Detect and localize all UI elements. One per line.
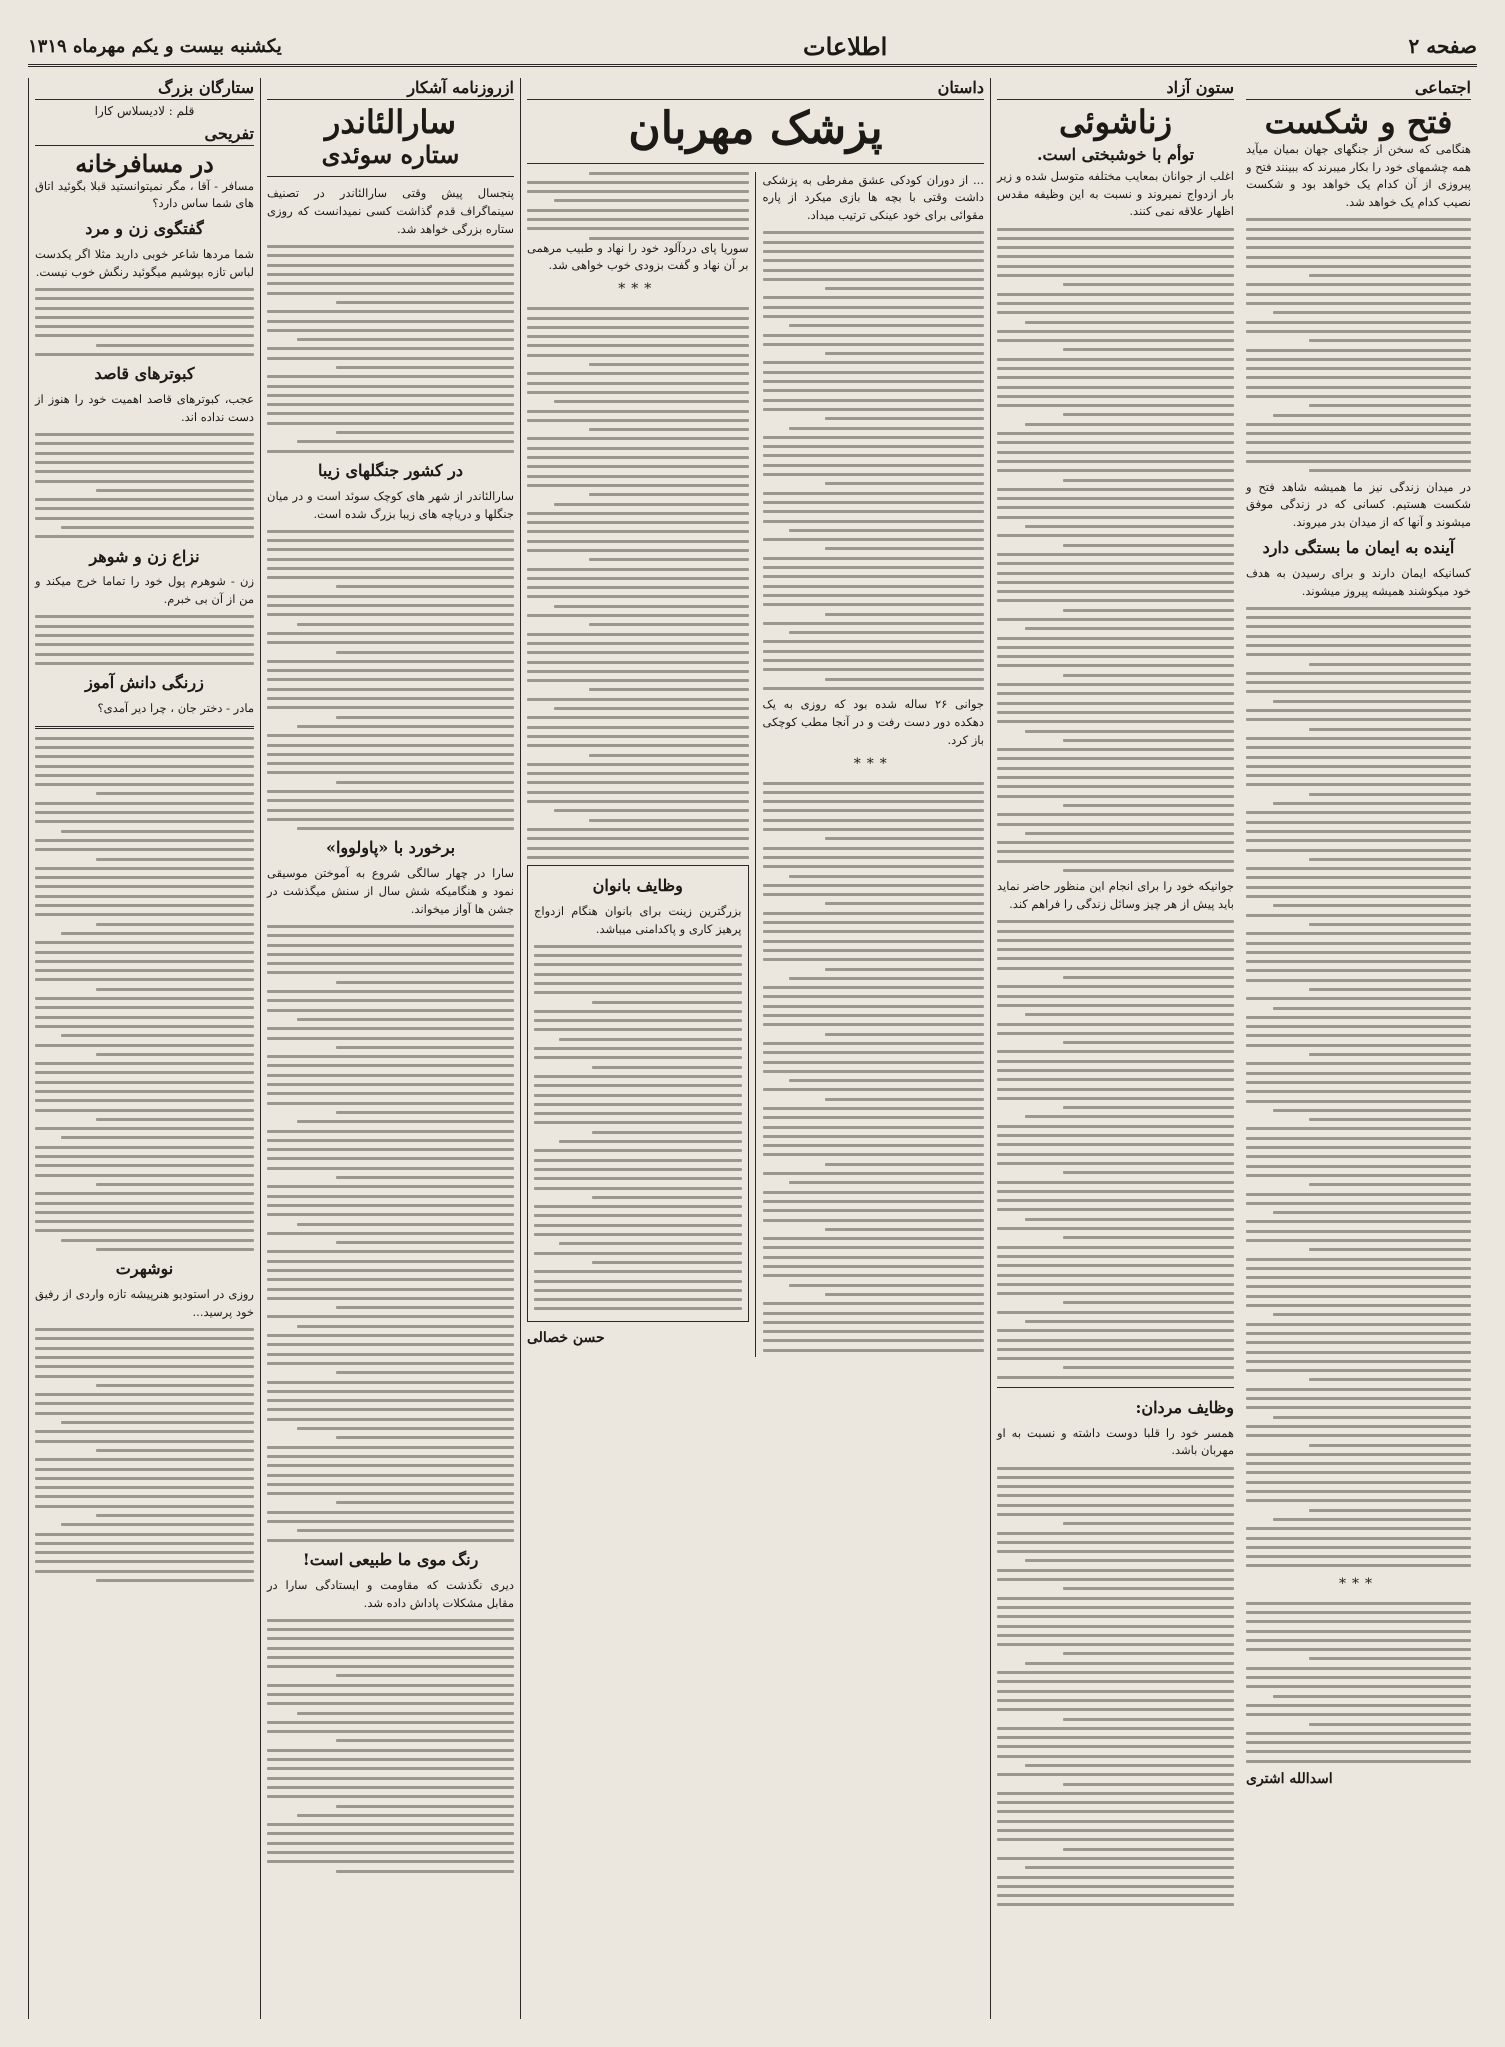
article-paragraph: در میدان زندگی نیز ما همیشه شاهد فتح و شکست هستیم. کسانی که در زندگی موفق میشوند و آنها که از میدان بدر میروند. — [1246, 479, 1471, 530]
article-lead: ... از دوران کودکی عشق مفرطی به پزشکی داشت وقتی با بچه ها بازی میکرد از پاره مقوائی برای خود عینکی ترتیب میداد. — [762, 172, 984, 223]
section-kicker: تفریحی — [35, 124, 254, 146]
newspaper-name: اطلاعات — [802, 31, 888, 61]
article-paragraph: جوانی ۲۶ ساله شده بود که روزی به یک دهکده دور دست رفت و در آنجا مطب کوچکی باز کرد. — [762, 697, 984, 747]
text-lines — [35, 615, 254, 664]
text-lines — [997, 228, 1234, 872]
text-lines — [763, 231, 985, 690]
column-story — [520, 78, 990, 2019]
subheading: برخورد با «پاولووا» — [325, 838, 456, 858]
article-subheadline: ستاره سوئدی — [321, 139, 460, 169]
article-lead: هنگامی که سخن از جنگهای جهان بمیان میآید همه چشمهای خود را بکار میبرند که ببینند فتح و پیروزی از آن کدام یک خواهد بود و شکست نصیب کدام یک خواهد شد. — [1246, 141, 1471, 210]
masthead — [28, 28, 1477, 67]
ornament: *** — [1339, 1575, 1378, 1592]
article-paragraph: سوریا پای دردآلود خود را نهاد و طبیب مرهمی بر آن نهاد و گفت بزودی خوب خواهی شد. — [527, 240, 749, 273]
author-signature: حسن خصالی — [527, 1329, 605, 1346]
text-lines — [267, 245, 514, 453]
joke-text: عجب، کبوترهای قاصد اهمیت خود را هنوز از دست نداده اند. — [35, 392, 254, 424]
article-subheading: توأم با خوشبختی است. — [1036, 144, 1195, 164]
article-body — [997, 168, 1234, 1907]
section-kicker: ازروزنامه آشکار — [267, 78, 514, 100]
joke-text: شما مردها شاعر خوبی دارید مثلا اگر یکدست لباس تازه بپوشیم میگوئید رنگش خوب نیست. — [35, 247, 254, 279]
article-headline: در مسافرخانه — [75, 149, 214, 178]
text-lines — [527, 307, 749, 859]
article-body — [527, 172, 984, 1357]
subheading: رنگ موی ما طبیعی است! — [302, 1549, 479, 1569]
article-paragraph: جوانیکه خود را برای انجام این منظور حاضر نماید باید پیش از هر چیز وسائل زندگی را فراهم کند. — [997, 879, 1234, 912]
text-lines — [35, 737, 254, 1251]
section-kicker: داستان — [527, 78, 984, 100]
joke-text: مادر - دختر جان ، چرا دیر آمدی؟ — [97, 700, 254, 715]
article-lead: اغلب از جوانان بمعایب مختلفه متوسل شده و زیر بار ازدواج نمیروند و نسبت به این وظیفه مقدس اظهار علاقه نمی کنند. — [997, 168, 1234, 219]
text-lines — [35, 1328, 254, 1582]
page-number: صفحه ۲ — [1408, 34, 1477, 58]
section-kicker: ستارگان بزرگ — [35, 78, 254, 100]
article-paragraph: دیری نگذشت که مقاومت و ایستادگی سارا در مقابل مشکلات پاداش داده شد. — [267, 1577, 514, 1610]
article-headline: پزشک مهربان — [628, 103, 883, 154]
subheading: کبوترهای قاصد — [94, 364, 195, 384]
subheading: وظایف مردان: — [1135, 1397, 1234, 1417]
section-kicker: اجتماعی — [1246, 78, 1471, 100]
article-paragraph: کسانیکه ایمان دارند و برای رسیدن به هدف خود میکوشند همیشه پیروز میشوند. — [1246, 565, 1471, 598]
subheading: زرنگی دانش آموز — [85, 673, 204, 693]
article-paragraph: همسر خود را قلبا دوست داشته و نسبت به او مهربان باشد. — [997, 1425, 1234, 1458]
article-paragraph: سارا در چهار سالگی شروع به آموختن موسیقی نمود و هنگامیکه شش سال از سنش میگذشت در جشن ها آواز میخواند. — [267, 866, 514, 916]
text-lines — [534, 945, 742, 1311]
article-paragraph: روزی در استودیو هنرپیشه تازه واردی از رفیق خود پرسید... — [35, 1287, 254, 1319]
column-recreation — [28, 78, 260, 2019]
article-headline: زناشوئی — [1058, 103, 1173, 141]
joke-text: زن - شوهرم پول خود را تماما خرج میکند و من از آن بی خبرم. — [35, 574, 254, 607]
text-lines — [1246, 1602, 1471, 1763]
issue-date: یکشنبه بیست و یکم مهرماه ۱۳۱۹ — [28, 35, 282, 57]
author-signature: اسدالله اشتری — [1246, 1771, 1333, 1788]
text-lines — [267, 925, 514, 1542]
article-body — [35, 178, 254, 1582]
section-kicker: ستون آزاد — [997, 78, 1234, 100]
article-headline: فتح و شکست — [1264, 103, 1453, 141]
text-lines — [267, 1619, 514, 1873]
text-lines — [997, 1467, 1234, 1907]
column-star — [260, 78, 520, 2019]
article-body — [1246, 141, 1471, 1791]
text-lines — [267, 530, 514, 831]
women-duties-box — [527, 865, 749, 1322]
subheading: آینده به ایمان ما بستگی دارد — [1262, 538, 1455, 558]
subheading: وظایف بانوان — [592, 876, 683, 896]
subheading: نزاع زن و شوهر — [89, 546, 200, 566]
ornament: *** — [853, 755, 893, 772]
subheading: نوشهرت — [115, 1259, 174, 1279]
joke-text: مسافر - آقا ، مگر نمیتوانستید قبلا بگوئید اتاق های شما ساس دارد؟ — [35, 178, 254, 211]
text-lines — [1246, 607, 1471, 1568]
article-paragraph: سارالئاندر از شهر های کوچک سوئد است و در میان جنگلها و دریاچه های زیبا بزرگ شده است. — [267, 488, 514, 521]
article-lead: پنجسال پیش وقتی سارالئاندر در تصنیف سینماگراف قدم گذاشت کسی نمیدانست که روزی ستاره بزرگی خواهد شد. — [267, 186, 514, 237]
text-lines — [35, 433, 254, 538]
text-lines — [35, 288, 254, 356]
article-headline: سارالئاندر — [324, 103, 457, 141]
subheading: گفتگوی زن و مرد — [85, 219, 204, 239]
column-free — [990, 78, 1240, 2019]
text-lines — [997, 920, 1234, 1379]
text-lines — [1246, 218, 1471, 472]
column-social — [1240, 78, 1477, 2019]
article-byline: قلم : لادیسلاس کارا — [94, 104, 195, 118]
article-body — [267, 185, 514, 1872]
article-paragraph: بزرگترین زینت برای بانوان هنگام ازدواج پرهیز کاری و پاکدامنی میباشد. — [534, 903, 742, 936]
subheading: در کشور جنگلهای زیبا — [318, 460, 463, 480]
ornament: *** — [618, 281, 658, 298]
